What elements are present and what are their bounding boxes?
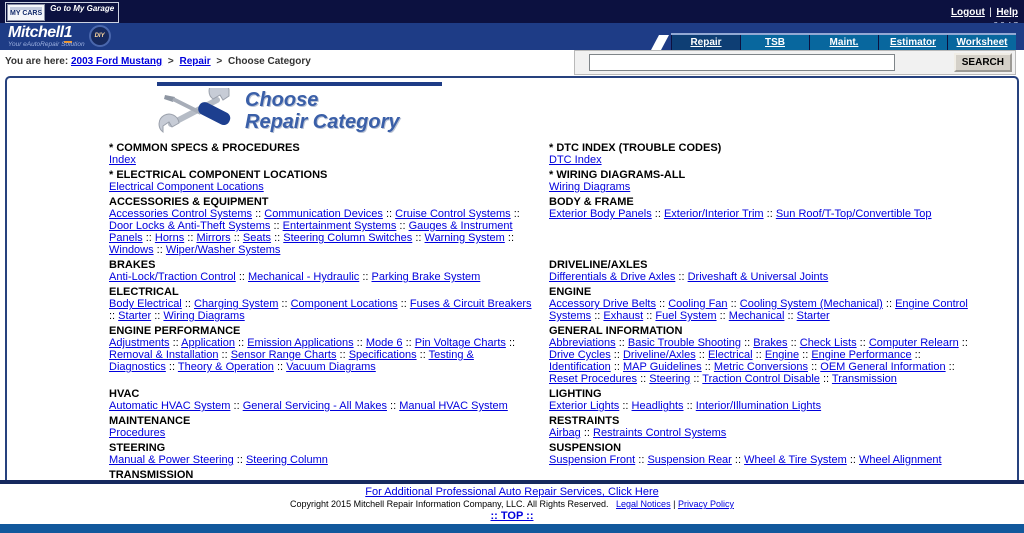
link-separator: :: — [610, 349, 623, 361]
category-link[interactable]: Door Locks & Anti-Theft Systems — [109, 220, 271, 232]
search-input[interactable] — [589, 54, 895, 71]
link-separator: :: — [336, 349, 349, 361]
category-link[interactable]: Removal & Installation — [109, 349, 219, 361]
category-link[interactable]: Electrical — [707, 349, 753, 361]
category-link[interactable]: OEM General Information — [820, 361, 946, 373]
category-link[interactable]: Wiring Diagrams — [163, 310, 245, 322]
category-title: STEERING — [109, 442, 166, 454]
category-title: TRANSMISSION — [109, 469, 194, 480]
category-link[interactable]: Index — [109, 154, 136, 166]
help-link[interactable]: Help — [996, 7, 1018, 18]
category-section — [549, 415, 973, 439]
privacy-policy-link[interactable]: Privacy Policy — [677, 499, 734, 509]
breadcrumb-separator: > — [216, 56, 223, 67]
brand-band — [0, 23, 1024, 50]
category-link[interactable]: Manual HVAC System — [399, 400, 508, 412]
footer — [0, 484, 1024, 524]
link-separator: :: — [637, 373, 650, 385]
category-link[interactable]: Accessory Drive Belts — [549, 298, 656, 310]
category-link[interactable]: Wiring Diagrams — [549, 181, 631, 193]
link-separator: :: — [169, 337, 182, 349]
category-section — [549, 259, 973, 283]
category-link[interactable]: Wheel Alignment — [859, 454, 942, 466]
category-link[interactable]: Traction Control Disable — [702, 373, 820, 385]
category-link[interactable]: Driveshaft & Universal Joints — [687, 271, 829, 283]
category-section — [109, 169, 533, 193]
link-separator: :: — [846, 454, 860, 466]
search-button[interactable]: SEARCH — [954, 53, 1012, 72]
category-link[interactable]: Procedures — [109, 427, 166, 439]
category-link[interactable]: Suspension Rear — [647, 454, 732, 466]
category-link[interactable]: Headlights — [631, 400, 684, 412]
category-link[interactable]: Fuel System — [655, 310, 717, 322]
category-title: ELECTRICAL — [109, 286, 179, 298]
category-section — [549, 286, 973, 322]
crossed-tools-icon — [157, 88, 235, 134]
tab-maint[interactable]: Maint. — [809, 35, 878, 50]
link-separator: :: — [234, 337, 248, 349]
tab-estimator[interactable]: Estimator — [878, 35, 947, 50]
nav-tabs — [671, 33, 1016, 50]
category-links — [109, 208, 533, 256]
link-separator: :: — [683, 400, 696, 412]
category-link[interactable]: Windows — [109, 244, 154, 256]
footer-link-divider: | — [673, 499, 676, 509]
category-links — [109, 454, 533, 466]
breadcrumb-link-vehicle[interactable]: 2003 Ford Mustang — [70, 56, 163, 67]
link-separator: :: — [218, 349, 231, 361]
category-link[interactable]: Accessories Control Systems — [109, 208, 253, 220]
category-links — [549, 181, 973, 193]
link-separator: :: — [610, 361, 623, 373]
link-separator: :: — [416, 349, 429, 361]
category-links — [109, 337, 533, 373]
link-separator: :: — [731, 454, 745, 466]
category-title: SUSPENSION — [549, 442, 622, 454]
category-links — [109, 400, 533, 412]
link-separator: :: — [819, 373, 832, 385]
category-title: ACCESSORIES & EQUIPMENT — [109, 196, 269, 208]
category-grid — [109, 142, 1017, 480]
category-title: BODY & FRAME — [549, 196, 634, 208]
category-link[interactable]: Steering Column Switches — [283, 232, 413, 244]
category-link[interactable]: Suspension Front — [549, 454, 636, 466]
category-links — [109, 427, 533, 439]
link-separator: :: — [252, 208, 265, 220]
link-separator: :: — [142, 232, 155, 244]
link-separator: :: — [359, 271, 372, 283]
category-links — [109, 271, 533, 283]
category-links — [109, 154, 533, 166]
page-title-graphic — [157, 82, 442, 134]
category-section — [549, 169, 973, 193]
category-section — [549, 442, 973, 466]
category-section — [109, 196, 533, 256]
category-title: HVAC — [109, 388, 140, 400]
logout-link[interactable]: Logout — [950, 7, 985, 18]
category-link[interactable]: Engine Control Systems — [549, 298, 968, 322]
category-link[interactable]: Charging System — [194, 298, 279, 310]
category-link[interactable]: Metric Conversions — [713, 361, 809, 373]
category-section — [549, 388, 973, 412]
link-separator: :: — [695, 349, 708, 361]
category-title: GENERAL INFORMATION — [549, 325, 683, 337]
tab-tsb[interactable]: TSB — [740, 35, 809, 50]
category-link[interactable]: Basic Trouble Shooting — [627, 337, 742, 349]
category-link[interactable]: Horns — [154, 232, 185, 244]
legal-notices-link[interactable]: Legal Notices — [616, 499, 671, 509]
link-separator: :: — [580, 427, 594, 439]
category-links — [549, 271, 973, 283]
category-link[interactable]: Mirrors — [196, 232, 231, 244]
tab-repair[interactable]: Repair — [671, 35, 740, 50]
link-separator: :: — [808, 361, 821, 373]
category-link[interactable]: Identification — [549, 361, 611, 373]
category-link[interactable]: Mechanical — [728, 310, 785, 322]
category-link[interactable]: Starter — [796, 310, 830, 322]
link-separator: :: — [675, 271, 688, 283]
category-link[interactable]: Warning System — [424, 232, 505, 244]
link-separator: :: — [504, 232, 514, 244]
category-link[interactable]: Wiper/Washer Systems — [165, 244, 281, 256]
link-separator: :: — [945, 361, 955, 373]
content-panel — [5, 76, 1019, 480]
category-link[interactable]: Transmission — [831, 373, 897, 385]
breadcrumb-search-row — [0, 50, 1024, 76]
link-separator: :: — [278, 298, 291, 310]
link-separator: :: — [386, 400, 400, 412]
category-link[interactable]: Interior/Illumination Lights — [695, 400, 822, 412]
category-title: LIGHTING — [549, 388, 602, 400]
category-link[interactable]: Communication Devices — [264, 208, 383, 220]
link-separator: :: — [856, 337, 869, 349]
link-separator: :: — [396, 220, 409, 232]
link-separator: :: — [619, 400, 632, 412]
category-link[interactable]: Specifications — [348, 349, 417, 361]
category-title: ENGINE — [549, 286, 592, 298]
link-separator: :: — [270, 220, 283, 232]
category-title: * DTC INDEX (TROUBLE CODES) — [549, 142, 722, 154]
link-separator: :: — [165, 361, 178, 373]
category-links — [109, 181, 533, 193]
category-link[interactable]: Automatic HVAC System — [109, 400, 231, 412]
category-link[interactable]: Entertainment Systems — [282, 220, 397, 232]
category-link[interactable]: Mechanical - Hydraulic — [248, 271, 360, 283]
category-section — [109, 388, 533, 412]
link-separator: :: — [181, 298, 194, 310]
my-cars-plate-icon — [7, 4, 45, 21]
link-separator: :: — [763, 208, 776, 220]
category-link[interactable]: Theory & Operation — [177, 361, 274, 373]
category-section — [549, 325, 973, 385]
link-separator: :: — [784, 310, 797, 322]
category-link[interactable]: Reset Procedures — [549, 373, 638, 385]
category-title: MAINTENANCE — [109, 415, 191, 427]
category-links — [549, 454, 973, 466]
link-separator: :: — [230, 232, 243, 244]
link-separator: :: — [882, 298, 896, 310]
category-link[interactable]: Vacuum Diagrams — [286, 361, 376, 373]
category-link[interactable]: Abbreviations — [549, 337, 616, 349]
category-link[interactable]: Anti-Lock/Traction Control — [109, 271, 236, 283]
category-link[interactable]: Steering — [649, 373, 691, 385]
category-section — [109, 286, 533, 322]
category-link[interactable]: Electrical Component Locations — [109, 181, 264, 193]
category-link[interactable]: Cooling Fan — [668, 298, 728, 310]
link-separator: :: — [510, 208, 520, 220]
category-title: BRAKES — [109, 259, 156, 271]
category-link[interactable]: Exhaust — [603, 310, 644, 322]
category-link[interactable]: General Servicing - All Makes — [242, 400, 387, 412]
category-link[interactable]: Brakes — [753, 337, 788, 349]
bottom-bar — [0, 524, 1024, 533]
category-section — [549, 469, 973, 479]
category-section — [549, 142, 973, 166]
link-separator: :: — [233, 454, 246, 466]
plate-label: MY CARS — [10, 10, 43, 17]
category-link[interactable]: Mode 6 — [365, 337, 403, 349]
link-separator: :: — [184, 232, 197, 244]
category-links — [549, 154, 973, 166]
category-section — [549, 196, 973, 220]
category-link[interactable]: Sensor Range Charts — [230, 349, 337, 361]
brand-name: Mitchell1 — [8, 24, 72, 41]
category-links — [549, 298, 973, 322]
link-separator: :: — [235, 271, 248, 283]
link-separator: :: — [643, 310, 656, 322]
link-separator: :: — [397, 298, 410, 310]
link-separator: :: — [402, 337, 415, 349]
additional-services-link[interactable]: For Additional Professional Auto Repair Services, Click Here — [365, 486, 659, 498]
category-link[interactable]: Exterior Lights — [549, 400, 620, 412]
link-separator: :: — [716, 310, 729, 322]
link-separator: :: — [651, 208, 664, 220]
breadcrumb-separator: > — [167, 56, 174, 67]
go-to-my-garage-button[interactable] — [5, 2, 119, 23]
diy-badge-icon: DIY — [89, 25, 111, 47]
link-separator: :: — [752, 349, 765, 361]
link-separator: :: — [701, 361, 714, 373]
link-separator: :: — [591, 310, 604, 322]
category-links — [549, 427, 973, 439]
link-separator: :: — [615, 337, 628, 349]
category-link[interactable]: Manual & Power Steering — [109, 454, 234, 466]
category-link[interactable]: Component Locations — [290, 298, 398, 310]
nav-tabs-area — [655, 33, 1016, 50]
category-title: * COMMON SPECS & PROCEDURES — [109, 142, 300, 154]
category-links — [109, 298, 533, 322]
category-title: ENGINE PERFORMANCE — [109, 325, 241, 337]
category-link[interactable]: DTC Index — [549, 154, 602, 166]
category-link[interactable]: Engine — [764, 349, 800, 361]
link-separator: :: — [655, 298, 669, 310]
search-box — [574, 50, 1016, 75]
category-link[interactable]: Steering Column — [245, 454, 328, 466]
mitchell1-logo — [8, 24, 111, 49]
copyright-text: Copyright 2015 Mitchell Repair Information Company, LLC. All Rights Reserved. — [290, 499, 609, 509]
link-separator: :: — [727, 298, 740, 310]
back-to-top-link[interactable]: :: TOP :: — [490, 510, 534, 522]
category-link[interactable]: Body Electrical — [109, 298, 182, 310]
breadcrumb-current: Choose Category — [228, 56, 311, 67]
category-link[interactable]: Parking Brake System — [371, 271, 481, 283]
category-section — [109, 142, 533, 166]
category-link[interactable]: Fuses & Circuit Breakers — [409, 298, 532, 310]
category-link[interactable]: Airbag — [549, 427, 581, 439]
link-separator: :: — [353, 337, 366, 349]
category-link[interactable]: Computer Relearn — [868, 337, 959, 349]
link-separator: :: — [382, 208, 396, 220]
brand-tagline: Your eAutoRepair Solution — [8, 41, 85, 48]
link-separator: :: — [799, 349, 812, 361]
link-separator: :: — [505, 337, 516, 349]
category-section — [109, 442, 533, 466]
category-link[interactable]: Differentials & Drive Axles — [549, 271, 676, 283]
link-divider: | — [989, 7, 992, 18]
category-links — [549, 400, 973, 412]
link-separator: :: — [230, 400, 243, 412]
category-title: RESTRAINTS — [549, 415, 620, 427]
category-link[interactable]: Starter — [118, 310, 152, 322]
page-title: Choose Repair Category — [245, 89, 400, 133]
diagonal-slash-decoration — [651, 35, 669, 50]
link-separator: :: — [151, 310, 164, 322]
category-link[interactable]: Pin Voltage Charts — [414, 337, 506, 349]
category-link[interactable]: Wheel & Tire System — [744, 454, 847, 466]
breadcrumb — [5, 56, 311, 67]
category-link[interactable]: Gauges & Instrument Panels — [109, 220, 513, 244]
garage-button-label: Go to My Garage — [50, 4, 115, 13]
link-separator: :: — [787, 337, 800, 349]
category-link[interactable]: Check Lists — [799, 337, 857, 349]
category-section — [109, 259, 533, 283]
category-section — [109, 469, 533, 480]
category-link[interactable]: Exterior Body Panels — [549, 208, 652, 220]
category-link[interactable]: Cooling System (Mechanical) — [739, 298, 883, 310]
category-link[interactable]: Drive Cycles — [549, 349, 611, 361]
category-link[interactable]: Emission Applications — [247, 337, 354, 349]
link-separator: :: — [690, 373, 703, 385]
category-link[interactable]: Restraints Control Systems — [593, 427, 727, 439]
breadcrumb-prefix: You are here: — [5, 56, 69, 67]
link-separator: :: — [635, 454, 648, 466]
category-title: DRIVELINE/AXLES — [549, 259, 648, 271]
breadcrumb-link-repair[interactable]: Repair — [179, 56, 211, 67]
category-links — [549, 208, 973, 220]
link-separator: :: — [153, 244, 166, 256]
link-separator: :: — [273, 361, 287, 373]
category-links — [549, 337, 973, 385]
link-separator: :: — [271, 232, 284, 244]
link-separator: :: — [911, 349, 921, 361]
category-link[interactable]: Sun Roof/T-Top/Convertible Top — [775, 208, 932, 220]
category-title: * WIRING DIAGRAMS-ALL — [549, 169, 686, 181]
category-link[interactable]: Testing & Diagnostics — [109, 349, 474, 373]
category-link[interactable]: Driveline/Axles — [622, 349, 696, 361]
top-bar — [0, 0, 1024, 23]
link-separator: :: — [412, 232, 425, 244]
category-link[interactable]: Cruise Control Systems — [395, 208, 511, 220]
link-separator: :: — [109, 310, 119, 322]
brand-suffix: 1 — [63, 24, 72, 41]
tab-worksheet[interactable]: Worksheet — [947, 35, 1016, 50]
category-link[interactable]: Adjustments — [109, 337, 170, 349]
category-link[interactable]: Engine Performance — [811, 349, 912, 361]
category-link[interactable]: Exterior/Interior Trim — [663, 208, 764, 220]
category-title: * ELECTRICAL COMPONENT LOCATIONS — [109, 169, 328, 181]
link-separator: :: — [958, 337, 968, 349]
category-link[interactable]: Application — [181, 337, 235, 349]
category-link[interactable]: Seats — [242, 232, 272, 244]
link-separator: :: — [741, 337, 754, 349]
category-section — [109, 325, 533, 373]
category-link[interactable]: MAP Guidelines — [623, 361, 702, 373]
category-section — [109, 415, 533, 439]
